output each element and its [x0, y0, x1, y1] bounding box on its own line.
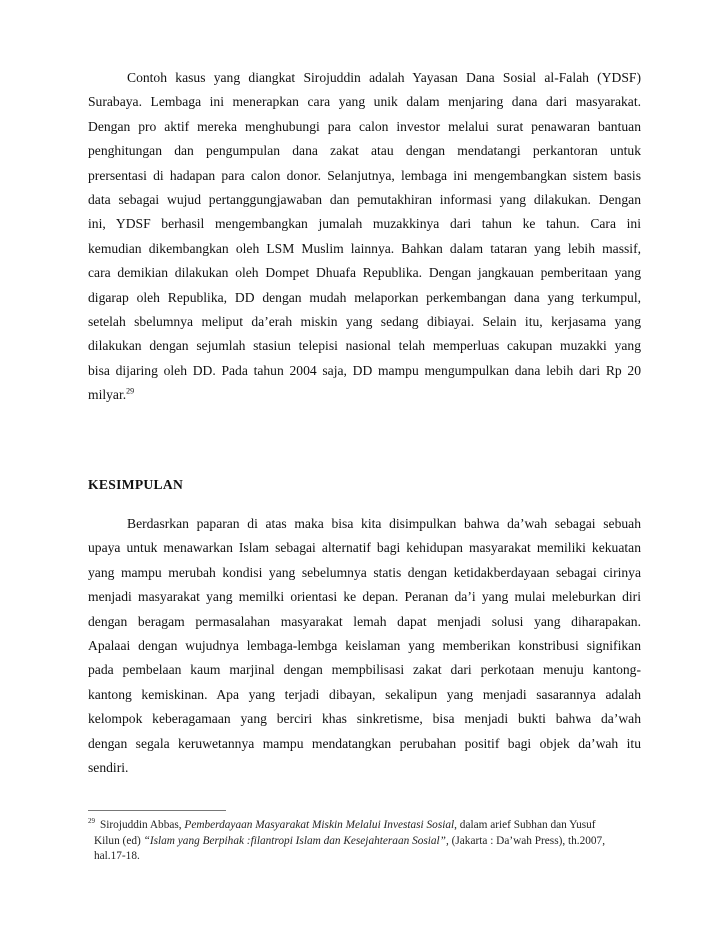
text-line	[88, 188, 641, 212]
text-line-content: Surabaya. Lembaga ini menerapkan cara yang unik dalam menjaring dana dari masyarakat.	[88, 94, 641, 110]
footnote	[88, 814, 648, 865]
text-line-content: kelompok keberagamaan yang berciri khas sinkretisme, bisa menjadi bukti bahwa da’wah	[88, 711, 641, 727]
text-line-content: Dengan pro aktif mereka menghubungi para calon investor melalui surat penawaran bantuan	[88, 118, 641, 134]
text-line-content: prersentasi di hadapan para calon donor. Selanjutnya, lembaga ini mengembangkan sistem basis	[88, 167, 641, 183]
text-line	[88, 66, 641, 90]
footnote-line-1	[88, 814, 648, 834]
text-line	[88, 634, 641, 658]
text-line	[88, 115, 641, 139]
text-line	[88, 359, 641, 383]
text-line	[88, 261, 641, 285]
text-line-content: Berdasrkan paparan di atas maka bisa kita disimpulkan bahwa da’wah sebagai sebuah	[127, 516, 641, 531]
text-line-content: Contoh kasus yang diangkat Sirojuddin adalah Yayasan Dana Sosial al-Falah (YDSF)	[127, 70, 641, 85]
text-line	[88, 139, 641, 163]
text-line	[88, 610, 641, 634]
text-line	[88, 310, 641, 334]
text-line-content: cara demikian dilakukan oleh Dompet Dhuafa Republika. Dengan jangkauan pemberitaan yang	[88, 265, 641, 281]
text-line-content: yang mampu merubah kondisi yang sebelumnya statis dengan ketidakberdayaan sebagai cirinya	[88, 564, 641, 580]
text-line-content: ini, YDSF berhasil mengembangkan jumalah muzakkinya dari tahun ke tahun. Cara ini	[88, 216, 641, 232]
text-line-content: penghitungan dan pengumpulan dana zakat atau dengan mendatangi perkantoran untuk	[88, 143, 641, 159]
footnote-after-title: , dalam arief Subhan dan Yusuf	[454, 818, 596, 831]
text-line-content: pada pembelaan kaum marjinal dengan mempbilisasi zakat dari perkotaan menuju kantong-	[88, 662, 641, 678]
text-line-content: setelah sbelumnya meliput da’erah miskin yang sedang dibiayai. Selain itu, kerjasama yang	[88, 314, 641, 330]
footnote-number: 29	[88, 817, 95, 825]
paragraph-case-study	[88, 66, 641, 408]
text-line-content: dilakukan dengan sejumlah stasiun telepisi nasional telah memperluas cakupan muzakki yang	[88, 338, 641, 354]
text-line	[88, 732, 641, 756]
footnote-separator	[88, 810, 226, 811]
text-line-content: dengan segala keruwetannya mampu mendatangkan perubahan positif bagi objek da’wah itu	[88, 735, 641, 751]
text-line-content: dengan beragam permasalahan masyarakat lemah dapat menjadi solusi yang diharapakan.	[88, 613, 641, 629]
footnote-editor: Kilun (ed)	[94, 834, 141, 847]
text-line	[88, 286, 641, 310]
text-line	[88, 536, 641, 560]
footnote-line-3: hal.17-18.	[94, 850, 140, 863]
section-heading: KESIMPULAN	[88, 477, 184, 492]
text-line-content: milyar.	[88, 387, 127, 403]
text-line-content: digarap oleh Republika, DD dengan mudah melaporkan perkembangan dana yang terkumpul,	[88, 289, 641, 305]
text-line-content: upaya untuk menawarkan Islam sebagai alternatif bagi kehidupan masyarakat memiliki kekuatan	[88, 540, 641, 556]
text-line-content: Apalaai dengan wujudnya lembaga-lembga keislaman yang memberikan konstribusi signifikan	[88, 638, 641, 654]
footnote-reference[interactable]: 29	[126, 386, 135, 396]
text-line	[88, 164, 641, 188]
text-line-content: sendiri.	[88, 760, 129, 776]
text-line-content: menjadi masyarakat yang memilki orientasi ke depan. Peranan da’i yang mulai meleburkan diri	[88, 589, 641, 605]
text-line	[88, 585, 641, 609]
footnote-author: Sirojuddin Abbas,	[100, 818, 182, 831]
text-line-content: kemudian dikembangkan oleh LSM Muslim lainnya. Bahkan dalam tataran yang lebih massif,	[88, 240, 641, 256]
text-line	[88, 683, 641, 707]
text-line	[88, 707, 641, 731]
footnote-line-2	[88, 834, 648, 850]
text-line-content: kantong kemiskinan. Apa yang terjadi dibayan, sekalipun yang menjadi sasarannya adalah	[88, 686, 641, 702]
footnote-publisher: (Jakarta : Da’wah Press), th.2007,	[451, 834, 606, 847]
text-line	[88, 512, 641, 536]
text-line-content: data sebagai wujud pertanggungjawaban dan pemutakhiran informasi yang dilakukan. Dengan	[88, 192, 641, 208]
text-line-content: bisa dijaring oleh DD. Pada tahun 2004 saja, DD mampu mengumpulkan dana lebih dari Rp 20	[88, 362, 641, 378]
text-line	[88, 237, 641, 261]
text-line	[88, 212, 641, 236]
text-line	[88, 561, 641, 585]
footnote-book-title: “Islam yang Berpihak :filantropi Islam dan Kesejahteraan Sosial”,	[143, 834, 449, 847]
text-line	[88, 90, 641, 114]
text-line	[88, 334, 641, 358]
text-line	[88, 756, 641, 780]
text-line	[88, 658, 641, 682]
paragraph-conclusion	[88, 512, 641, 780]
text-line	[88, 383, 641, 407]
footnote-article-title: Pemberdayaan Masyarakat Miskin Melalui Investasi Sosial	[184, 818, 455, 831]
